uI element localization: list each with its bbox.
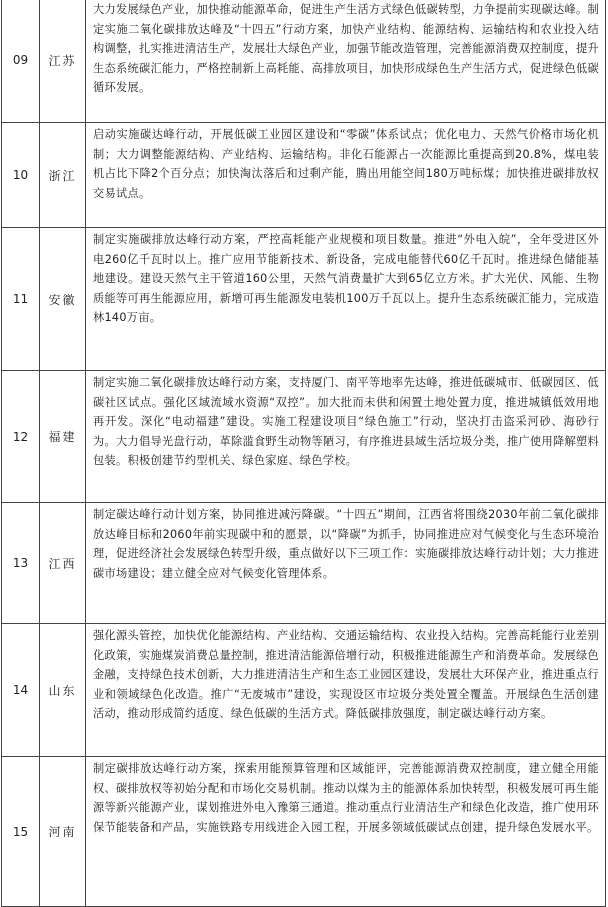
- province-name: 山东: [40, 624, 86, 756]
- province-name: 浙江: [40, 123, 86, 227]
- policy-text: 强化源头管控，加快优化能源结构、产业结构、交通运输结构、农业投入结构。完善高耗能行业差别化政策，实施煤炭消费总量控制，推进清洁能源倍增行动，积极推进能源生产和消费革命。发展绿色金融，支持绿色技术创新，大力推进清洁生产和生态工业园区建设，发展壮大环保产业，推进重点行业和领域绿色化改造。推广“无废城市”建设，实现设区市垃圾分类处置全覆盖。开展绿色生活创建活动，推动形成简约适度、绿色低碳的生活方式。降低碳排放强度，制定碳达峰行动方案。: [86, 624, 606, 756]
- province-name: 福建: [40, 371, 86, 502]
- row-number: 14: [2, 624, 40, 756]
- province-name: 江苏: [40, 0, 86, 122]
- row-number: 11: [2, 228, 40, 370]
- table-row-jiangsu: [2, 0, 606, 123]
- table-row-anhui: [2, 228, 606, 371]
- policy-table: [1, 0, 606, 907]
- table-row-henan: [2, 757, 606, 907]
- row-number: 10: [2, 123, 40, 227]
- row-number: 13: [2, 503, 40, 623]
- policy-text: 制定碳排放达峰行动方案，探索用能预算管理和区域能评，完善能源消费双控制度，建立健全用能权、碳排放权等初始分配和市场化交易机制。推动以煤为主的能源体系加快转型，积极发展可再生能源等新兴能源产业，谋划推进外电入豫第三通道。推动重点行业清洁生产和绿色化改造，推广使用环保节能装备和产品，实施铁路专用线进企入园工程，开展多领域低碳试点创建，提升绿色发展水平。: [86, 757, 606, 906]
- province-name: 江西: [40, 503, 86, 623]
- row-number: 15: [2, 757, 40, 906]
- policy-text: 大力发展绿色产业，加快推动能源革命，促进生产生活方式绿色低碳转型，力争提前实现碳达峰。制定实施二氧化碳排放达峰及“十四五”行动方案，加快产业结构、能源结构、运输结构和农业投入结构调整，扎实推进清洁生产，发展壮大绿色产业，加强节能改造管理，完善能源消费双控制度，提升生态系统碳汇能力，严格控制新上高耗能、高排放项目，加快形成绿色生产生活方式，促进绿色低碳循环发展。: [86, 0, 606, 122]
- policy-text: 制定实施二氧化碳排放达峰行动方案，支持厦门、南平等地率先达峰，推进低碳城市、低碳园区、低碳社区试点。强化区域流域水资源“双控”。加大批而未供和闲置土地处置力度，推进城镇低效用地再开发。深化“电动福建”建设。实施工程建设项目“绿色施工”行动，坚决打击盗采河砂、海砂行为。大力倡导光盘行动，革除滥食野生动物等陋习，有序推进县域生活垃圾分类，推广使用降解塑料包装。积极创建节约型机关、绿色家庭、绿色学校。: [86, 371, 606, 502]
- table-row-fujian: [2, 371, 606, 503]
- table-row-shandong: [2, 624, 606, 757]
- province-name: 河南: [40, 757, 86, 906]
- policy-text: 制定实施碳排放达峰行动方案，严控高耗能产业规模和项目数量。推进“外电入皖”，全年受进区外电260亿千瓦时以上。推广应用节能新技术、新设备，完成电能替代60亿千瓦时。推进绿色储能基地建设。建设天然气主干管道160公里，天然气消费量扩大到65亿立方米。扩大光伏、风能、生物质能等可再生能源应用，新增可再生能源发电装机100万千瓦以上。提升生态系统碳汇能力，完成造林140万亩。: [86, 228, 606, 370]
- policy-text: 启动实施碳达峰行动，开展低碳工业园区建设和“零碳”体系试点；优化电力、天然气价格市场化机制；大力调整能源结构、产业结构、运输结构。非化石能源占一次能源比重提高到20.8%，煤电装机占比下降2个百分点；加快淘汰落后和过剩产能，腾出用能空间180万吨标煤；加快推进碳排放权交易试点。: [86, 123, 606, 227]
- table-row-zhejiang: [2, 123, 606, 228]
- policy-text: 制定碳达峰行动计划方案，协同推进减污降碳。“十四五”期间，江西省将围绕2030年前二氧化碳排放达峰目标和2060年前实现碳中和的愿景，以“降碳”为抓手，协同推进应对气候变化与生态环境治理，促进经济社会发展绿色转型升级，重点做好以下三项工作：实施碳排放达峰行动计划；大力推进碳市场建设；建立健全应对气候变化管理体系。: [86, 503, 606, 623]
- row-number: 09: [2, 0, 40, 122]
- province-name: 安徽: [40, 228, 86, 370]
- row-number: 12: [2, 371, 40, 502]
- table-row-jiangxi: [2, 503, 606, 624]
